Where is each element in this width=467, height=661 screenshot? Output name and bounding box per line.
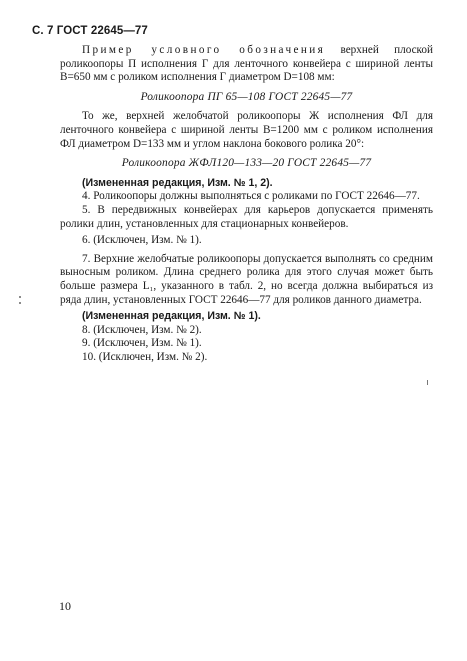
margin-tick-icon	[427, 380, 428, 385]
clause-6: 6. (Исключен, Изм. № 1).	[82, 234, 202, 247]
clause-4: 4. Роликоопоры должны выполняться с роликами по ГОСТ 22646—77.	[82, 190, 420, 203]
example-heading: Пример условного обозначения	[82, 44, 326, 56]
example-text: верхней плоской роликоопоры П исполнения Г для ленточного конвейера с шириной ленты B=650 мм с роликом исполнения Г диаметром D=108 мм:	[60, 44, 433, 84]
binding-mark-icon	[19, 296, 21, 298]
document-body	[60, 44, 433, 364]
page-header: С. 7 ГОСТ 22645—77	[32, 25, 148, 37]
revision-note-1: (Измененная редакция, Изм. № 1, 2).	[82, 176, 273, 189]
revision-note-2: (Измененная редакция, Изм. № 1).	[82, 310, 261, 323]
clause-9: 9. (Исключен, Изм. № 1).	[82, 337, 202, 350]
clause-7: 7. Верхние желобчатые роликоопоры допускается выполнять со средним выносным роликом. Длина среднего ролика для этого случая может быть больше размера L₁, указанного в табл. 2, но всегда должна выбираться из ряда длин, установленных ГОСТ 22646—77 для роликов данного диаметра.	[60, 252, 433, 306]
designation-example-1: Роликоопора ПГ 65—108 ГОСТ 22645—77	[140, 90, 353, 103]
example-paragraph	[60, 44, 433, 85]
binding-mark-icon	[19, 302, 21, 304]
designation-example-2: Роликоопора ЖФЛ120—133—20 ГОСТ 22645—77	[121, 157, 372, 170]
clause-5: 5. В передвижных конвейерах для карьеров допускается применять ролики длин, установленных для стационарных конвейеров.	[60, 203, 433, 230]
page-number: 10	[59, 599, 71, 613]
same-paragraph: То же, верхней желобчатой роликоопоры Ж исполнения ФЛ для ленточного конвейера с шириной ленты B=1200 мм с роликом исполнения ФЛ диаметром D=133 мм и углом наклона бокового ролика 20°:	[60, 110, 433, 150]
clause-8: 8. (Исключен, Изм. № 2).	[82, 323, 202, 336]
clause-10: 10. (Исключен, Изм. № 2).	[82, 350, 208, 363]
